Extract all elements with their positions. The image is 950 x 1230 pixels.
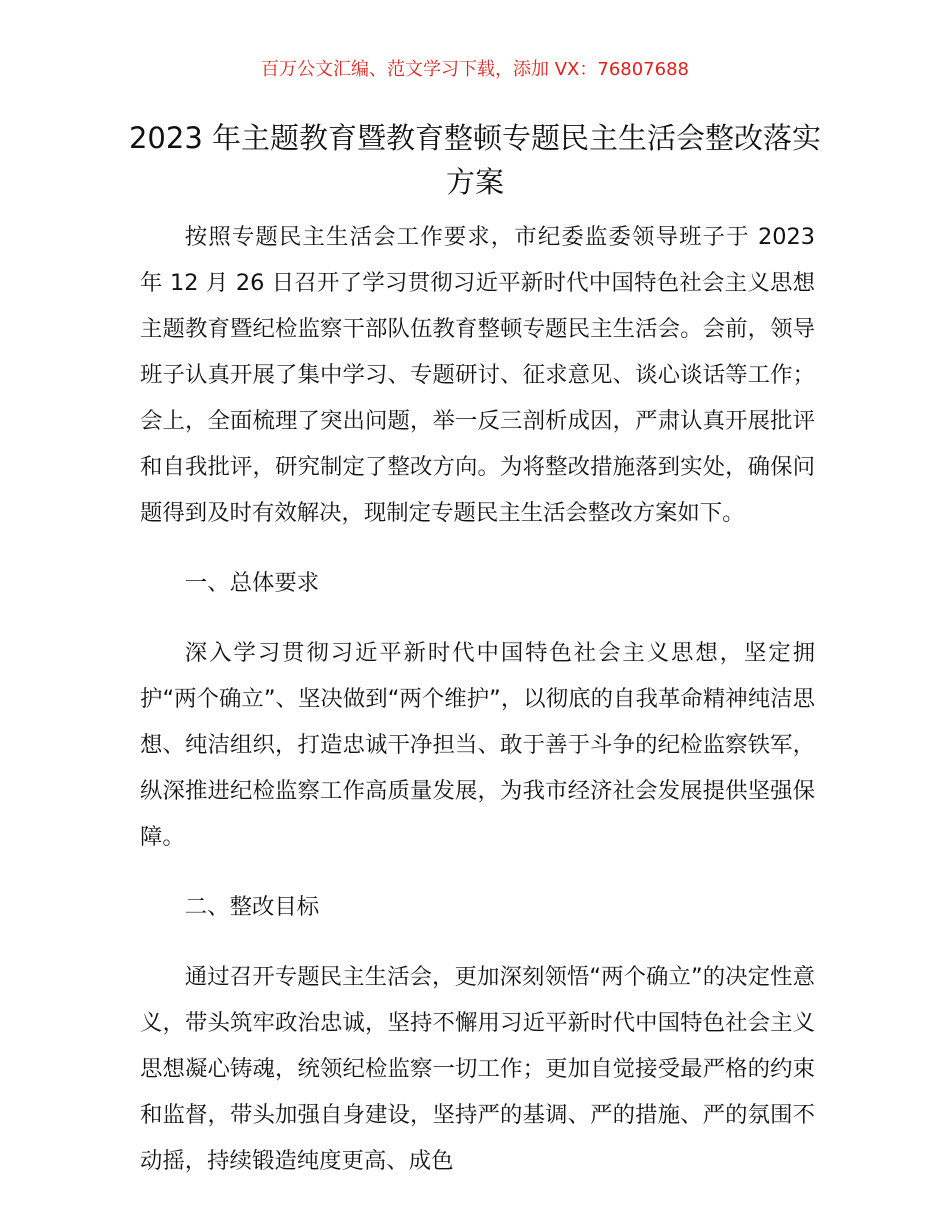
section-paragraph-rectification-goals: 通过召开专题民主生活会，更加深刻领悟“两个确立”的决定性意义，带头筑牢政治忠诚，坚持不懈用习近平新时代中国特色社会主义思想凝心铸魂，统领纪检监察一切工作；更加自觉接受最严格的约束和监督，带头加强自身建设，坚持严的基调、严的措施、严的氛围不动摇，持续锻造纯度更高、成色: [140, 964, 815, 1174]
document-body: [140, 214, 815, 1208]
document-title: 2023 年主题教育暨教育整顿专题民主生活会整改落实方案: [128, 121, 822, 199]
section-heading-general-requirements: 一、总体要求: [184, 570, 320, 596]
section-heading-rectification-goals: 二、整改目标: [184, 894, 320, 920]
intro-paragraph: 按照专题民主生活会工作要求，市纪委监委领导班子于 2023 年 12 月 26 日召开了学习贯彻习近平新时代中国特色社会主义思想主题教育暨纪检监察干部队伍教育整顿专题民主生活会。会前，领导班子认真开展了集中学习、专题研讨、征求意见、谈心谈话等工作；会上，全面梳理了突出问题，举一反三剖析成因，严肃认真开展批评和自我批评，研究制定了整改方向。为将整改措施落到实处，确保问题得到及时有效解决，现制定专题民主生活会整改方案如下。: [140, 224, 815, 526]
section-paragraph-general-requirements: 深入学习贯彻习近平新时代中国特色社会主义思想，坚定拥护“两个确立”、坚决做到“两个维护”，以彻底的自我革命精神纯洁思想、纯洁组织，打造忠诚干净担当、敢于善于斗争的纪检监察铁军，纵深推进纪检监察工作高质量发展，为我市经济社会发展提供坚强保障。: [140, 640, 815, 850]
promo-header: 百万公文汇编、范文学习下载，添加 VX：76807688: [261, 59, 689, 80]
